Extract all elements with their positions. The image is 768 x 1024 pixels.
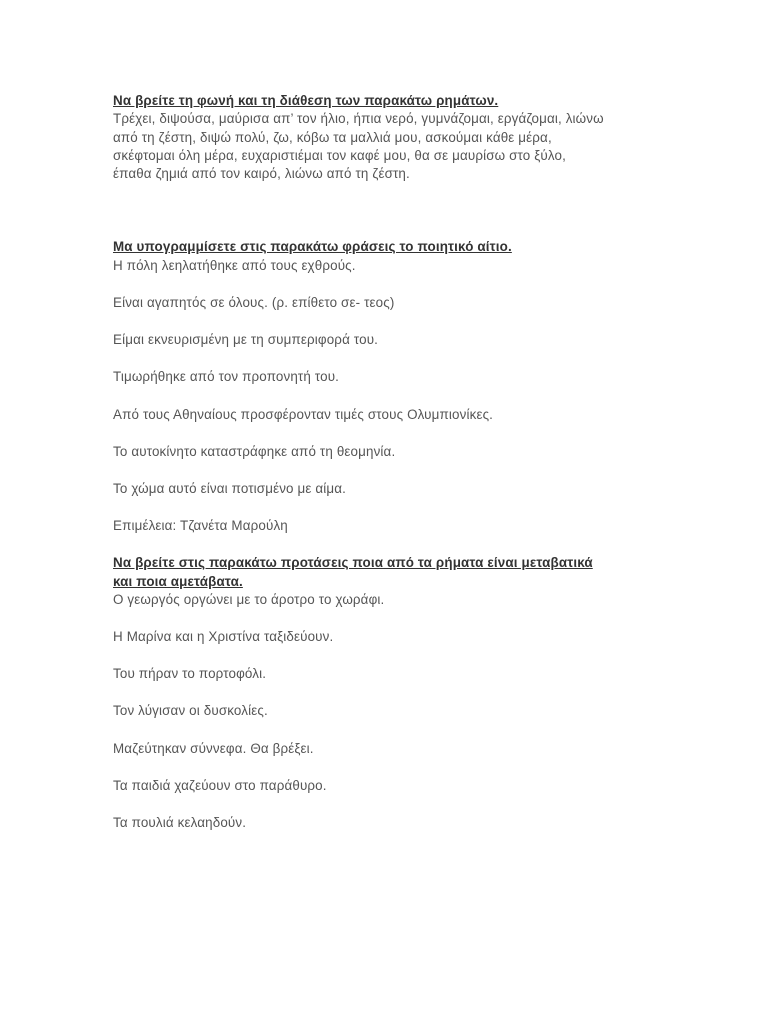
spacer	[113, 183, 653, 238]
spacer	[113, 275, 653, 294]
spacer	[113, 424, 653, 443]
sentence: Είμαι εκνευρισμένη με τη συμπεριφορά του.	[113, 332, 379, 348]
sentence: Το χώμα αυτό είναι ποτισμένο με αίμα.	[113, 480, 347, 496]
spacer	[113, 312, 653, 331]
section-agent	[113, 238, 653, 535]
section1-line-4: έπαθα ζημιά από τον καιρό, λιώνω από τη ζέστη.	[113, 166, 410, 182]
spacer	[113, 795, 653, 814]
spacer	[113, 387, 653, 406]
sentence: Το αυτοκίνητο καταστράφηκε από τη θεομηνία.	[113, 443, 396, 459]
sentence: Τον λύγισαν οι δυσκολίες.	[113, 703, 268, 719]
spacer	[113, 498, 653, 517]
section1-line-2: από τη ζέστη, διψώ πολύ, ζω, κόβω τα μαλλιά μου, ασκούμαι κάθε μέρα,	[113, 129, 552, 145]
section-transitive	[113, 554, 653, 832]
sentence: Η πόλη λεηλατήθηκε από τους εχθρούς.	[113, 257, 356, 273]
spacer	[113, 349, 653, 368]
spacer	[113, 461, 653, 480]
sentence: Του πήραν το πορτοφόλι.	[113, 666, 267, 682]
spacer	[113, 721, 653, 740]
sentence: Μαζεύτηκαν σύννεφα. Θα βρέξει.	[113, 740, 314, 756]
sentence: Ο γεωργός οργώνει με το άροτρο το χωράφι.	[113, 591, 385, 607]
spacer	[113, 646, 653, 665]
section1-heading: Να βρείτε τη φωνή και τη διάθεση των παρακάτω ρημάτων.	[113, 93, 499, 108]
sentence: Τα πουλιά κελαηδούν.	[113, 815, 247, 830]
section1-line-3: σκέφτομαι όλη μέρα, ευχαριστιέμαι τον καφέ μου, θα σε μαυρίσω στο ξύλο,	[113, 147, 566, 163]
author-credit: Επιμέλεια: Τζανέτα Μαρούλη	[113, 518, 288, 534]
section-voice-mood	[113, 92, 653, 183]
sentence: Τιμωρήθηκε από τον προπονητή του.	[113, 369, 340, 385]
sentence: Η Μαρίνα και η Χριστίνα ταξιδεύουν.	[113, 629, 334, 645]
sentence: Τα παιδιά χαζεύουν στο παράθυρο.	[113, 777, 327, 793]
sentence: Είναι αγαπητός σε όλους. (ρ. επίθετο σε- τεος)	[113, 294, 395, 310]
spacer	[113, 758, 653, 777]
sentence: Από τους Αθηναίους προσφέρονταν τιμές στους Ολυμπιονίκες.	[113, 406, 494, 422]
spacer	[113, 684, 653, 703]
section3-heading-line-1: Να βρείτε στις παρακάτω προτάσεις ποια από τα ρήματα είναι μεταβατικά	[113, 555, 593, 571]
section3-heading-line-2: και ποια αμετάβατα.	[113, 573, 243, 589]
section1-line-1: Τρέχει, διψούσα, μαύρισα απ’ τον ήλιο, ήπια νερό, γυμνάζομαι, εργάζομαι, λιώνω	[113, 111, 604, 127]
section2-heading: Μα υπογραμμίσετε στις παρακάτω φράσεις το ποιητικό αίτιο.	[113, 239, 512, 255]
spacer	[113, 535, 653, 554]
spacer	[113, 609, 653, 628]
document-page	[113, 92, 653, 832]
